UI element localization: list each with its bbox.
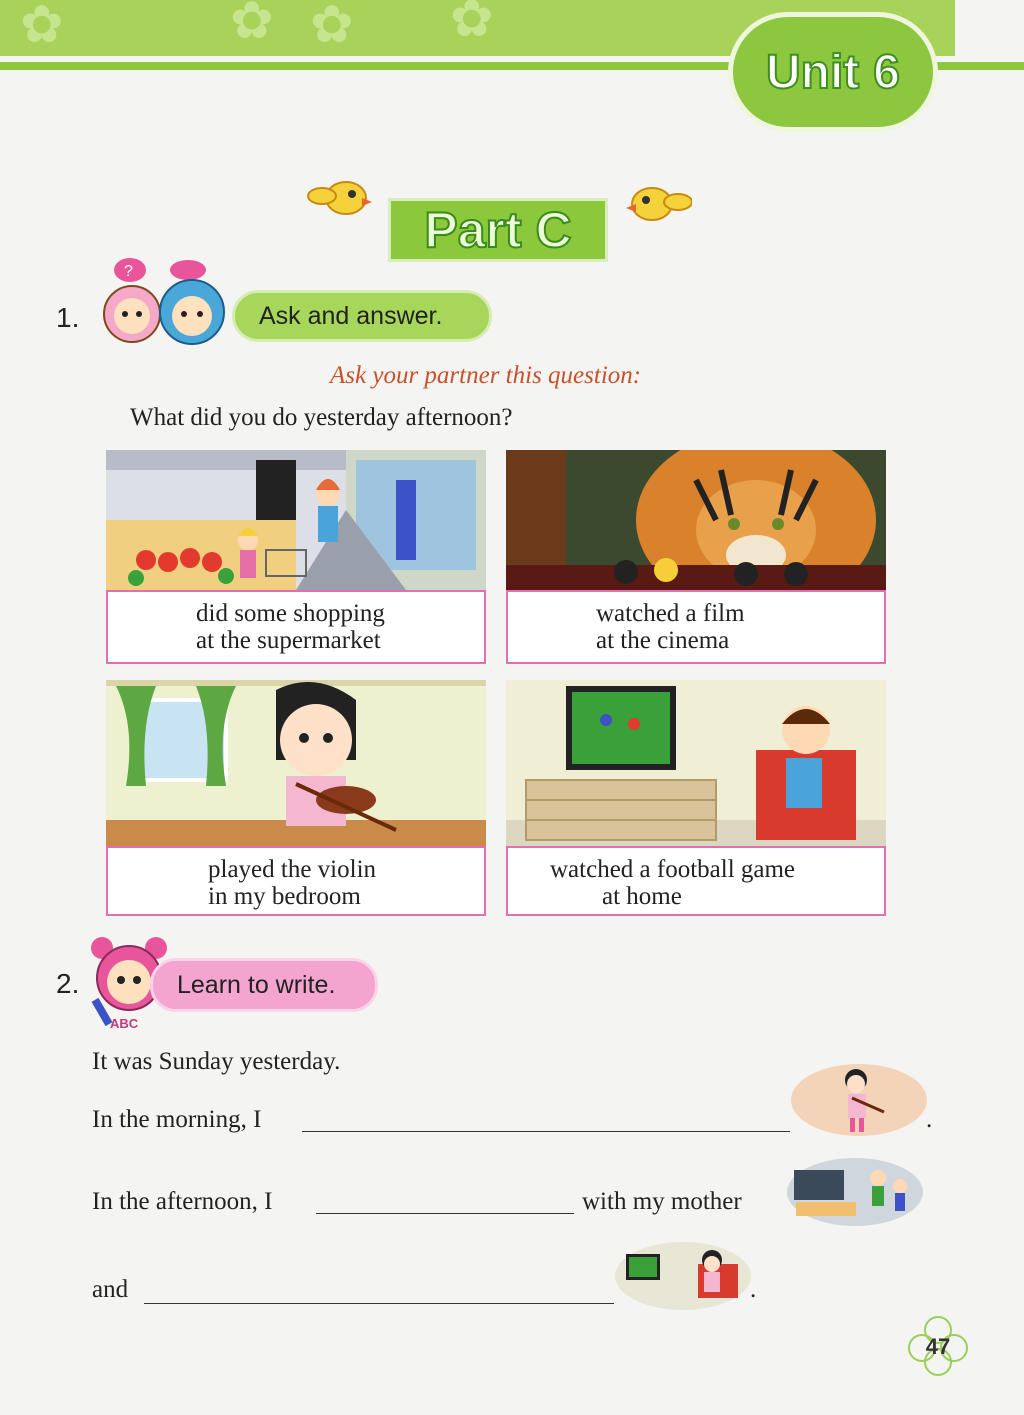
football-tv-thumbnail bbox=[614, 1240, 752, 1312]
line3-end: . bbox=[750, 1276, 757, 1303]
part-title-banner bbox=[388, 198, 608, 262]
line3-prompt: and bbox=[92, 1276, 129, 1303]
svg-text:?: ? bbox=[124, 263, 133, 280]
page-number: 47 bbox=[925, 1334, 951, 1359]
activity-card-violin bbox=[106, 680, 486, 910]
part-title: Part C bbox=[424, 202, 572, 258]
activity-caption bbox=[106, 846, 486, 916]
cinema-picture bbox=[506, 450, 886, 590]
caption-line: did some shopping bbox=[196, 600, 385, 627]
caption-line: watched a football game bbox=[550, 856, 796, 883]
kids-talking-icon bbox=[92, 256, 242, 348]
line2-prompt: In the afternoon, I bbox=[92, 1188, 273, 1215]
line2-continuation: with my mother bbox=[582, 1188, 742, 1215]
activity-card-shopping bbox=[106, 450, 486, 664]
instruction-text: Ask your partner this question: bbox=[330, 362, 642, 389]
activity-card-cinema bbox=[506, 450, 886, 664]
clover-icon: ✿ bbox=[20, 0, 64, 54]
shopping-thumbnail bbox=[786, 1156, 924, 1228]
violin-picture bbox=[106, 680, 486, 846]
activity-caption bbox=[506, 590, 886, 664]
clover-icon: ✿ bbox=[310, 0, 354, 54]
caption-line: at the supermarket bbox=[196, 627, 381, 654]
section-1-title bbox=[232, 290, 492, 342]
intro-sentence: It was Sunday yesterday. bbox=[92, 1048, 341, 1075]
clover-icon: ✿ bbox=[450, 0, 494, 48]
writing-blank-2[interactable] bbox=[316, 1212, 574, 1214]
section-2-title-text: Learn to write. bbox=[177, 970, 336, 999]
caption-line: watched a film bbox=[596, 600, 745, 627]
caption-line: in my bedroom bbox=[208, 883, 361, 910]
unit-label: Unit bbox=[765, 45, 860, 99]
clover-icon: ✿ bbox=[230, 0, 274, 50]
question-text: What did you do yesterday afternoon? bbox=[130, 404, 513, 431]
unit-number: 6 bbox=[873, 45, 900, 99]
supermarket-picture bbox=[106, 450, 486, 590]
caption-line: played the violin bbox=[208, 856, 377, 883]
activity-caption bbox=[106, 590, 486, 664]
bird-icon bbox=[626, 176, 692, 230]
unit-badge bbox=[728, 12, 938, 132]
activity-card-football bbox=[506, 680, 886, 910]
football-tv-picture bbox=[506, 680, 886, 846]
section-1-number: 1. bbox=[56, 302, 80, 333]
line1-end: . bbox=[926, 1106, 933, 1133]
svg-text:ABC: ABC bbox=[110, 1016, 139, 1030]
section-1-title-text: Ask and answer. bbox=[259, 301, 443, 330]
bird-icon bbox=[306, 168, 372, 222]
section-2-title bbox=[150, 958, 378, 1012]
line1-prompt: In the morning, I bbox=[92, 1106, 262, 1133]
writing-blank-3[interactable] bbox=[144, 1302, 614, 1304]
caption-line: at the cinema bbox=[596, 627, 730, 654]
writing-blank-1[interactable] bbox=[302, 1130, 790, 1132]
violin-thumbnail bbox=[790, 1062, 928, 1138]
activity-caption bbox=[506, 846, 886, 916]
caption-line: at home bbox=[602, 883, 682, 910]
section-2-number: 2. bbox=[56, 968, 80, 999]
